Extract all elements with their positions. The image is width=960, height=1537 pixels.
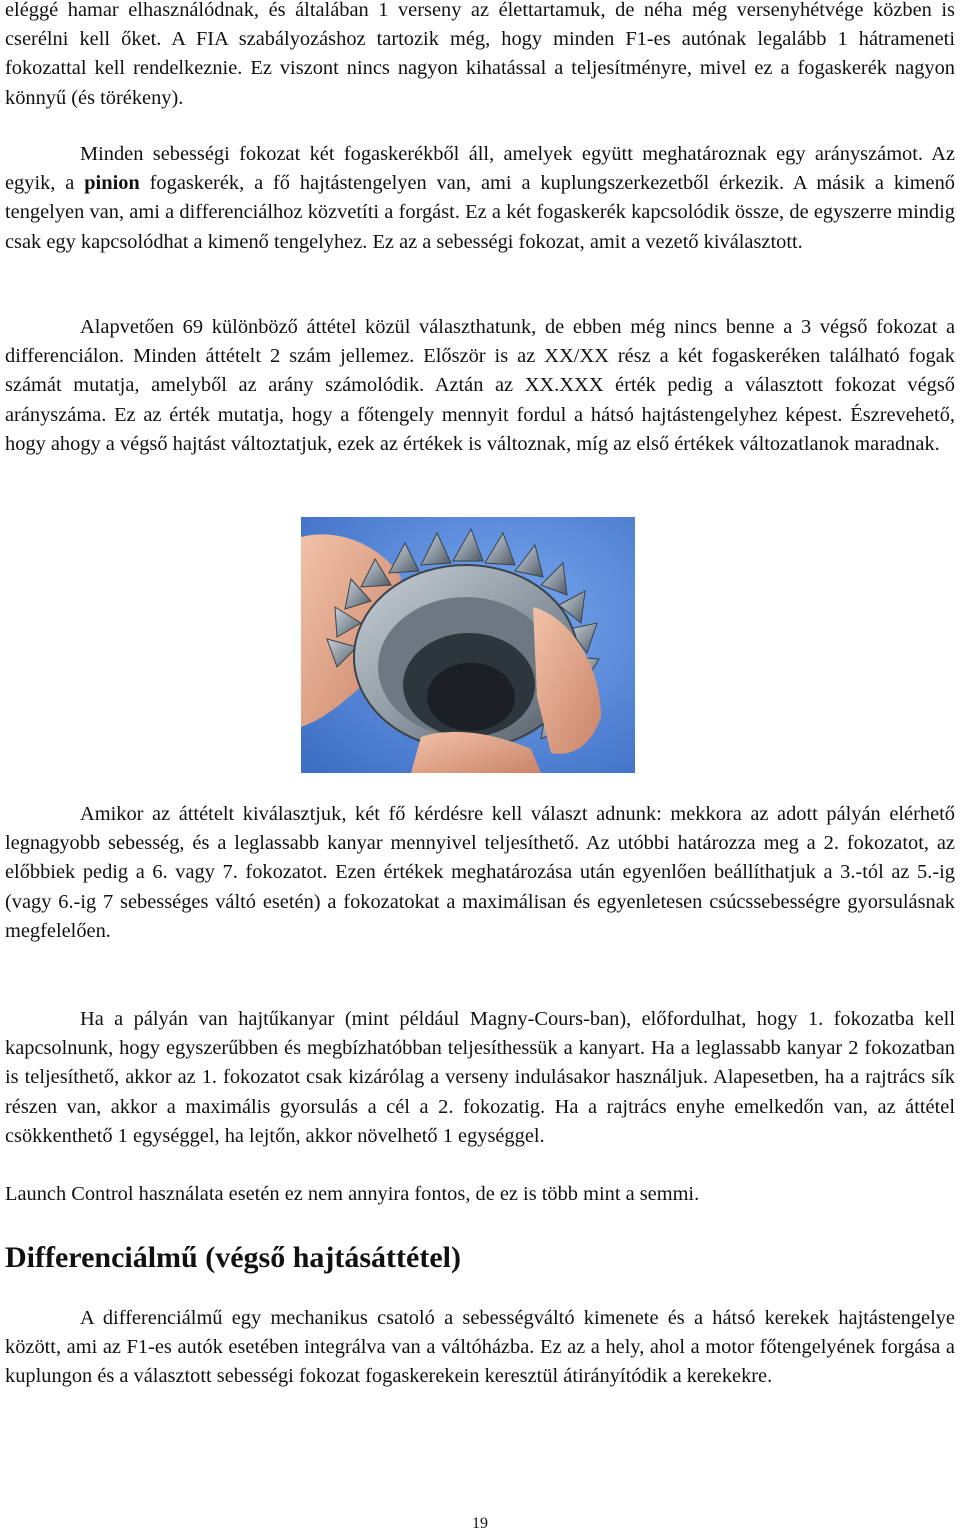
paragraph-launch-control: Launch Control használata esetén ez nem annyira fontos, de ez is több mint a semmi. [5, 1183, 700, 1205]
paragraph-intro: eléggé hamar elhasználódnak, és általában 1 verseny az élettartamuk, de néha még versenyhétvége közben is cserélni kell őket. A FIA szabályozáshoz tartozik még, hogy minden F1-es autónak legalább 1 hátrameneti fokozattal kell rendelkeznie. Ez viszont nincs nagyon kihatással a teljesítményre, mivel ez a fogaskerék nagyon könnyű (és törékeny). [5, 0, 955, 109]
paragraph-gear-ratio-part2: fogaskerék, a fő hajtástengelyen van, ami a kuplungszerkezetből érkezik. A másik a kimenő tengelyen van, ami a differenciálhoz közvetíti a forgást. Ez a két fogaskerék kapcsolódik össze, de egyszerre mindig csak egy kapcsolódhat a kimenő tengelyhez. Ez az a sebességi fokozat, amit a vezető kiválasztott. [5, 172, 955, 253]
paragraph-hairpin: Ha a pályán van hajtűkanyar (mint például Magny-Cours-ban), előfordulhat, hogy 1. fokozatba kell kapcsolnunk, hogy egyszerűbben és megbízhatóbban teljesíthessük a kanyart. Ha a leglassabb kanyar 2 fokozatban is teljesíthető, akkor az 1. fokozatot csak kizárólag a verseny indulásakor használjuk. Alapesetben, ha a rajtrács sík részen van, akkor a maximális gyorsulás a cél a 2. fokozatig. Ha a rajtrács enyhe emelkedőn van, az áttétel csökkenthető 1 egységgel, ha lejtőn, akkor növelhető 1 egységgel. [5, 1008, 955, 1147]
paragraph-ratio-selection: Amikor az áttételt kiválasztjuk, két fő kérdésre kell választ adnunk: mekkora az adott pályán elérhető legnagyobb sebesség, és a leglassabb kanyar mennyivel teljesíthető. Az utóbbi határozza meg a 2. fokozatot, az előbbiek pedig a 6. vagy 7. fokozatot. Ezen értékek meghatározása után egyenlően beállíthatjuk a 3.-tól az 5.-ig (vagy 6.-ig 7 sebességes váltó esetén) a fokozatokat a maximálisan és egyenletesen csúcssebességre gyorsulásnak megfelelően. [5, 803, 955, 942]
paragraph-differential: A differenciálmű egy mechanikus csatoló a sebességváltó kimenete és a hátsó kerekek hajtástengelye között, ami az F1-es autók esetében integrálva van a váltóházba. Ez az a hely, ahol a motor főtengelyének forgása a kuplungon és a választott sebességi fokozat fogaskerekein keresztül átirányítódik a kerekekre. [5, 1307, 955, 1388]
paragraph-ratio-options: Alapvetően 69 különböző áttétel közül választhatunk, de ebben még nincs benne a 3 végső fokozat a differenciálon. Minden áttételt 2 szám jellemez. Először is az XX/XX rész a két fogaskeréken található fogak számát mutatja, amelyből az arány számolódik. Aztán az XX.XXX érték pedig a választott fokozat végső arányszáma. Ez az érték mutatja, hogy a főtengely mennyit fordul a hátsó hajtástengelyhez képest. Észrevehető, hogy ahogy a végső hajtást változtatjuk, ezek az értékek is változnak, míg az első értékek változatlanok maradnak. [5, 316, 955, 455]
page-number: 19 [472, 1515, 488, 1532]
gear-illustration [301, 517, 635, 773]
gear-photo [301, 517, 635, 773]
section-heading: Differenciálmű (végső hajtásáttétel) [5, 1241, 461, 1274]
pinion-term: pinion [84, 172, 140, 195]
paragraph-gear-ratio-part1: Minden sebességi fokozat két fogaskerékből áll, amelyek együtt meghatároznak egy arányszámot. Az egyik, a [5, 143, 955, 195]
paragraph-gear-ratio [5, 140, 955, 257]
